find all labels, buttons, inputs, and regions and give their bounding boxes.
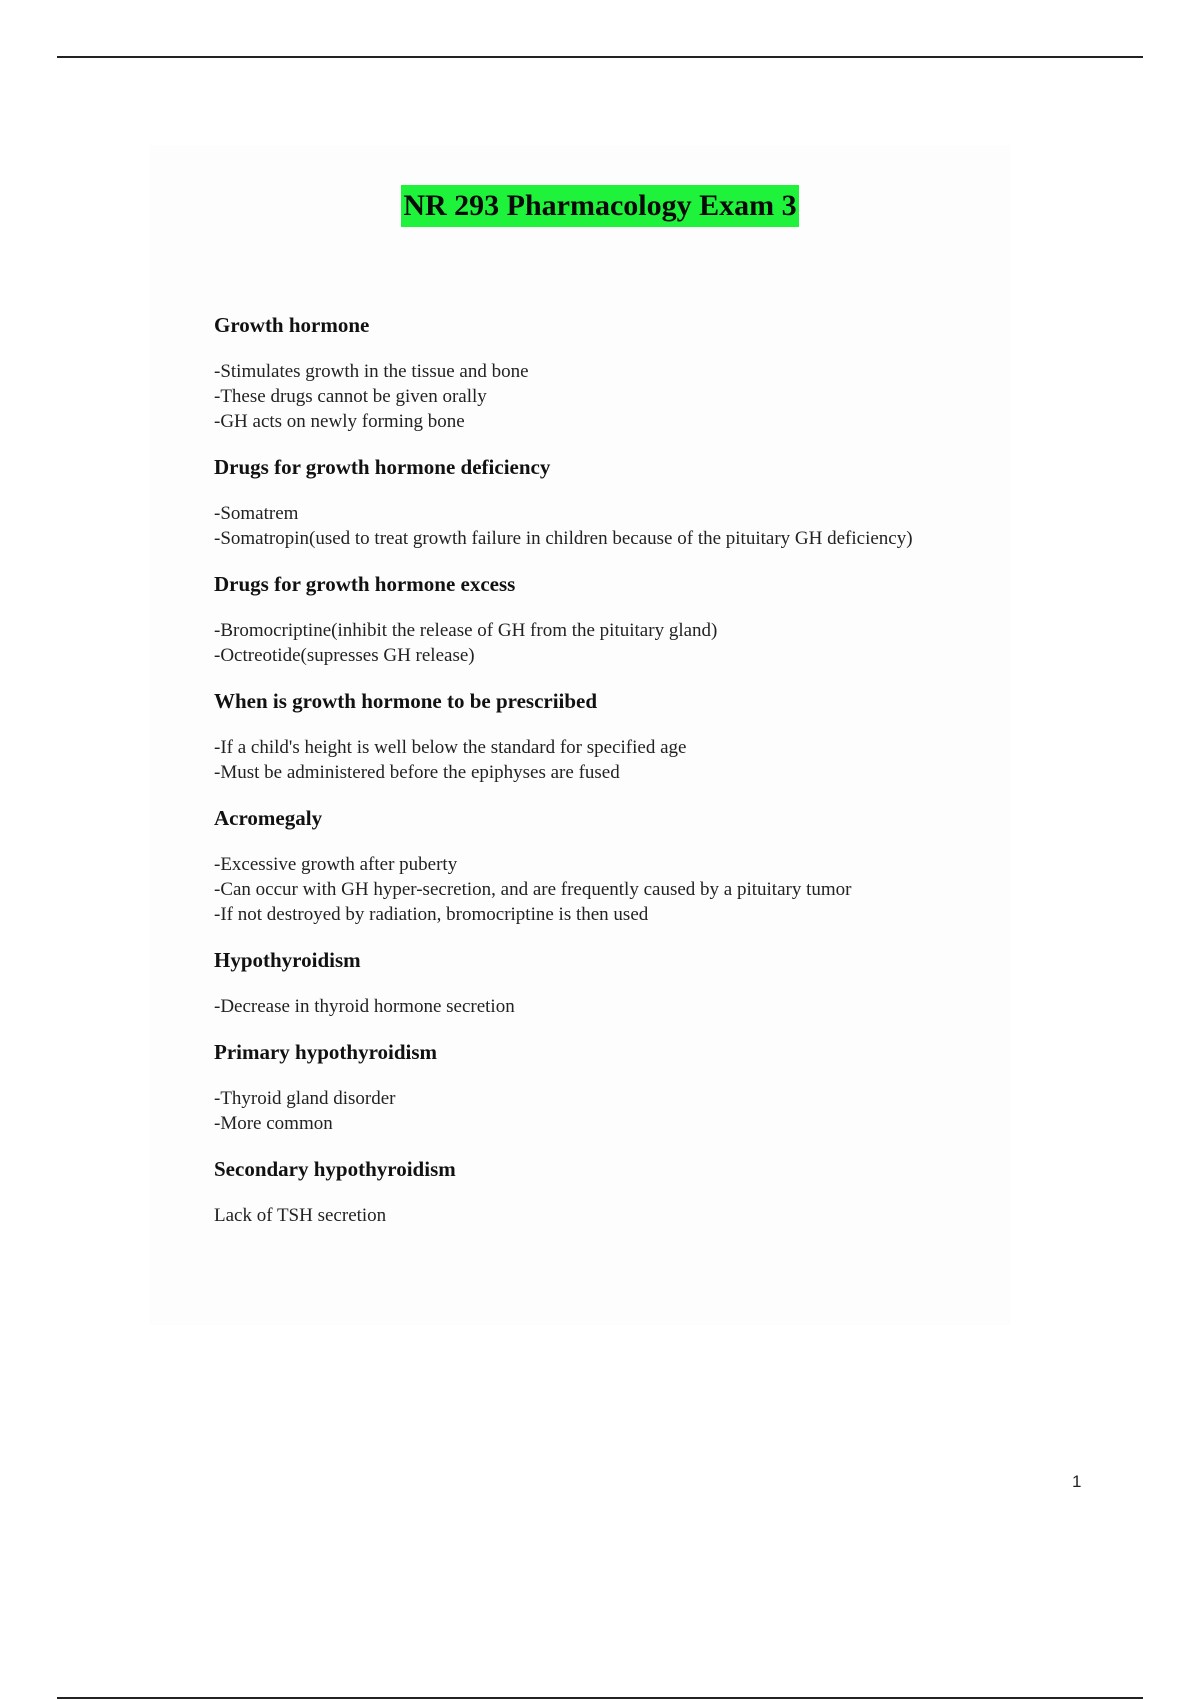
section-lines xyxy=(214,1086,1014,1136)
section-line: Lack of TSH secretion xyxy=(214,1205,387,1226)
section-lines xyxy=(214,618,1014,668)
notes-sections xyxy=(214,310,1014,1246)
section-lines xyxy=(214,852,1014,927)
section-line: -GH acts on newly forming bone xyxy=(214,411,465,432)
section-line: -Can occur with GH hyper-secretion, and are frequently caused by a pituitary tumor xyxy=(214,879,852,900)
section-lines xyxy=(214,994,1014,1019)
section-heading: Acromegaly xyxy=(214,806,323,830)
section-line: -Excessive growth after puberty xyxy=(214,854,458,875)
section-heading: When is growth hormone to be prescriibed xyxy=(214,689,598,713)
section-line: -Somatropin(used to treat growth failure in children because of the pituitary GH deficiency) xyxy=(214,528,913,549)
section-lines xyxy=(214,735,1014,785)
section-line: -Octreotide(supresses GH release) xyxy=(214,645,475,666)
title-container xyxy=(0,185,1200,227)
note-section xyxy=(214,1037,1014,1136)
note-section xyxy=(214,686,1014,785)
section-line: -Must be administered before the epiphyses are fused xyxy=(214,762,620,783)
section-heading: Secondary hypothyroidism xyxy=(214,1157,456,1181)
section-lines xyxy=(214,1203,1014,1228)
section-heading: Drugs for growth hormone deficiency xyxy=(214,455,551,479)
note-section xyxy=(214,1154,1014,1228)
note-section xyxy=(214,945,1014,1019)
section-line: -If a child's height is well below the standard for specified age xyxy=(214,737,687,758)
section-line: -Bromocriptine(inhibit the release of GH from the pituitary gland) xyxy=(214,620,718,641)
page-number: 1 xyxy=(1072,1472,1082,1491)
section-heading: Drugs for growth hormone excess xyxy=(214,572,516,596)
section-line: -More common xyxy=(214,1113,333,1134)
document-title: NR 293 Pharmacology Exam 3 xyxy=(401,185,798,227)
section-heading: Growth hormone xyxy=(214,313,370,337)
note-section xyxy=(214,569,1014,668)
note-section xyxy=(214,310,1014,434)
note-section xyxy=(214,452,1014,551)
section-lines xyxy=(214,501,1014,551)
section-line: -Thyroid gland disorder xyxy=(214,1088,396,1109)
section-line: -These drugs cannot be given orally xyxy=(214,386,487,407)
note-section xyxy=(214,803,1014,927)
section-line: -Decrease in thyroid hormone secretion xyxy=(214,996,515,1017)
section-line: -Stimulates growth in the tissue and bone xyxy=(214,361,529,382)
section-line: -If not destroyed by radiation, bromocriptine is then used xyxy=(214,904,649,925)
top-page-rule xyxy=(57,56,1143,58)
bottom-page-rule xyxy=(57,1697,1143,1699)
section-lines xyxy=(214,359,1014,434)
section-heading: Primary hypothyroidism xyxy=(214,1040,438,1064)
section-line: -Somatrem xyxy=(214,503,299,524)
section-heading: Hypothyroidism xyxy=(214,948,361,972)
